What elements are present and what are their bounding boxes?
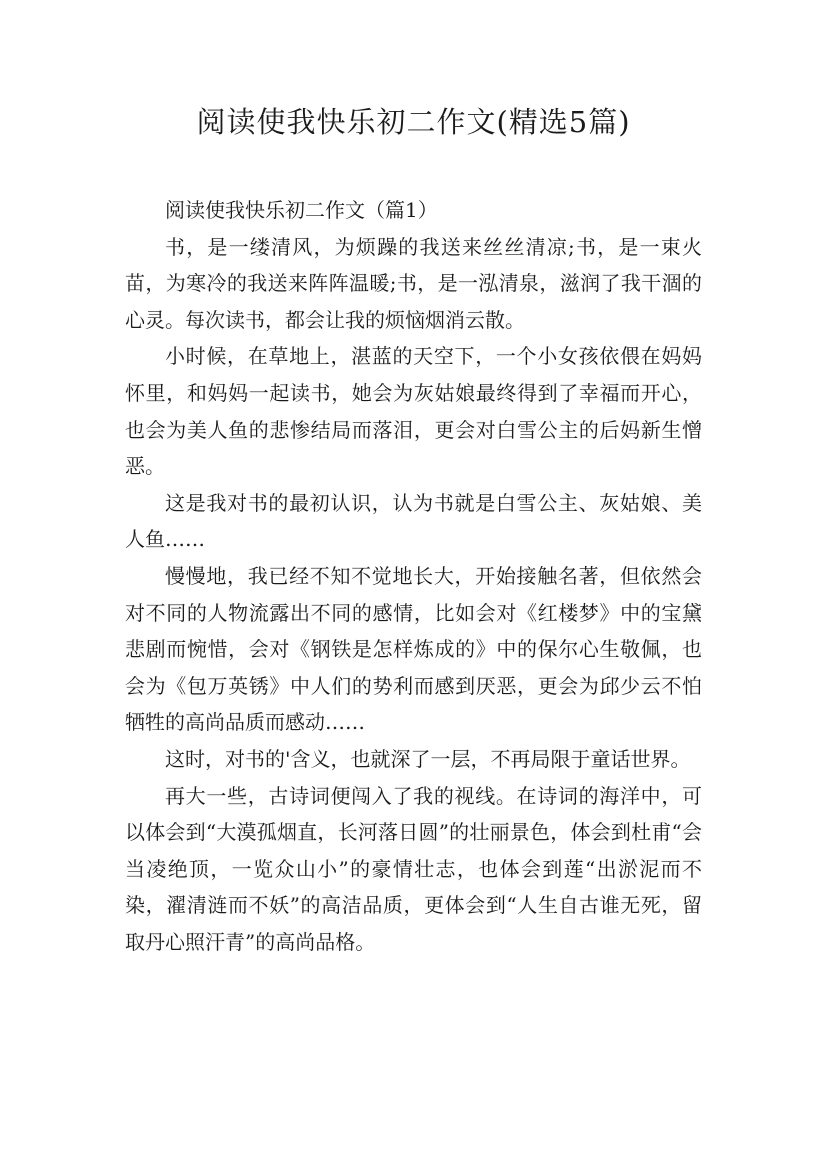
document-title: 阅读使我快乐初二作文(精选5篇) — [196, 105, 631, 139]
document-body — [125, 192, 702, 960]
section-heading: 阅读使我快乐初二作文（篇1） — [165, 198, 438, 222]
paragraph: 小时候，在草地上，湛蓝的天空下，一个小女孩依偎在妈妈怀里，和妈妈一起读书，她会为灰姑娘最终得到了幸福而开心，也会为美人鱼的悲惨结局而落泪，更会对白雪公主的后妈新生憎恶。 — [125, 344, 702, 479]
paragraph: 慢慢地，我已经不知不觉地长大，开始接触名著，但依然会对不同的人物流露出不同的感情，比如会对《红楼梦》中的宝黛悲剧而惋惜，会对《钢铁是怎样炼成的》中的保尔心生敬佩，也会为《包万英锈》中人们的势利而感到厌恶，更会为邱少云不怕牺牲的高尚品质而感动…… — [125, 563, 702, 735]
paragraph: 这时，对书的'含义，也就深了一层，不再局限于童话世界。 — [165, 746, 691, 771]
paragraph: 书，是一缕清风，为烦躁的我送来丝丝清凉;书，是一束火苗，为寒冷的我送来阵阵温暖;书，是一泓清泉，滋润了我干涸的心灵。每次读书，都会让我的烦恼烟消云散。 — [125, 234, 702, 332]
paragraph: 再大一些，古诗词便闯入了我的视线。在诗词的海洋中，可以体会到“大漠孤烟直，长河落日圆”的壮丽景色，体会到杜甫“会当凌绝顶，一览众山小”的豪情壮志，也体会到莲“出淤泥而不染，濯清涟而不妖”的高洁品质，更体会到“人生自古谁无死，留取丹心照汗青”的高尚品格。 — [125, 783, 702, 954]
paragraph: 这是我对书的最初认识，认为书就是白雪公主、灰姑娘、美人鱼…… — [125, 490, 702, 552]
